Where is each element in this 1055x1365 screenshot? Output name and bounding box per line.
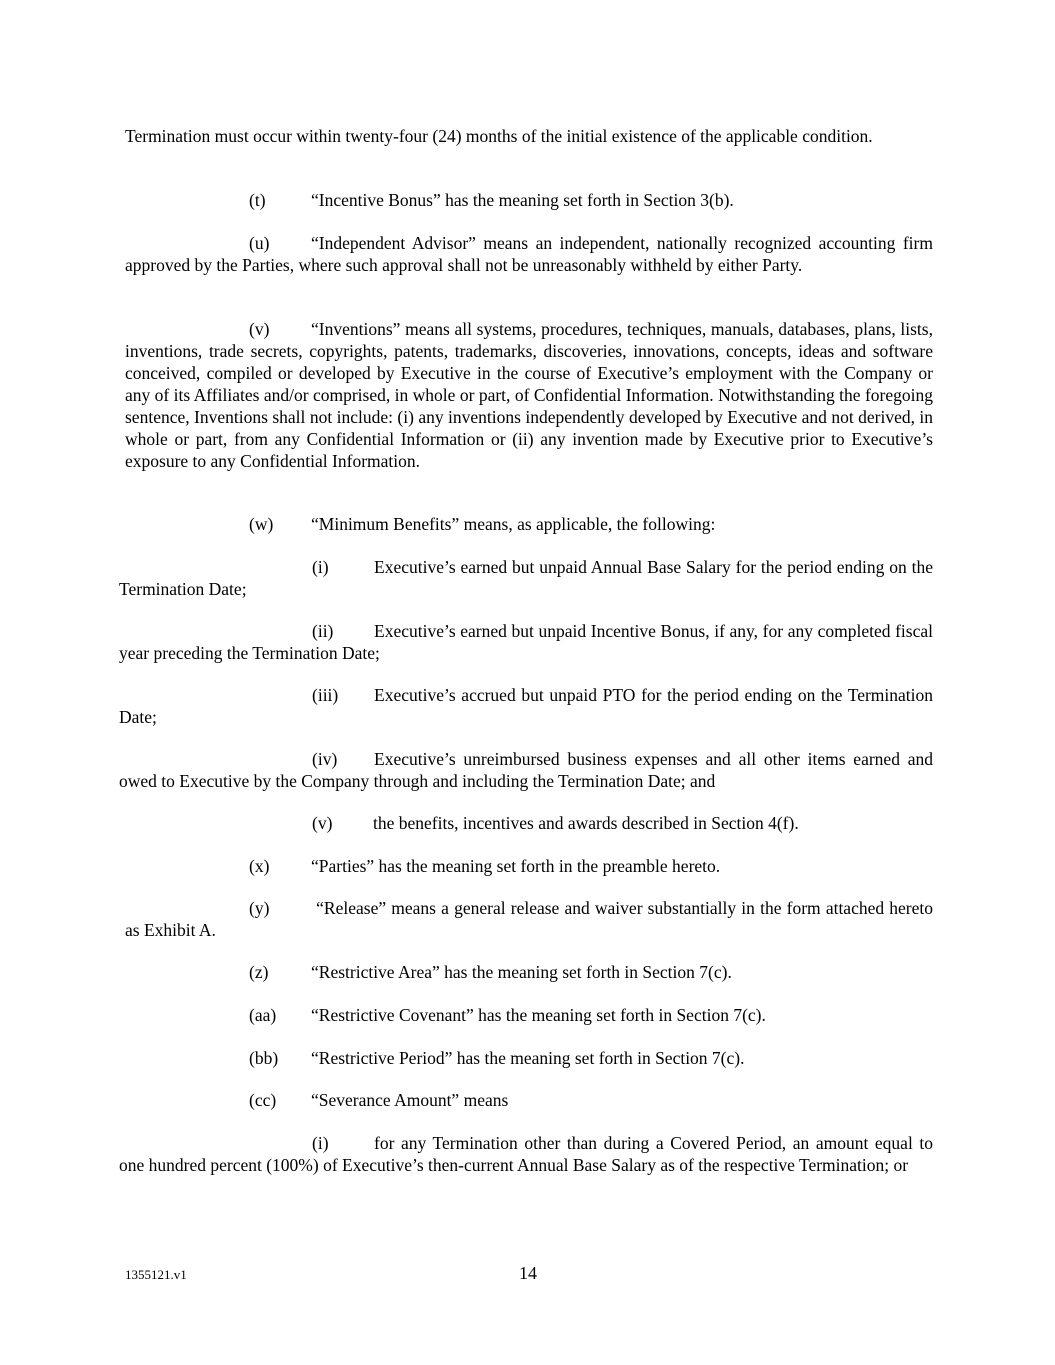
- list-item-w-iv: [119, 748, 933, 792]
- definition-label: (z): [249, 962, 269, 982]
- paragraph-intro: [125, 125, 933, 147]
- list-item-cc-i: [119, 1132, 933, 1176]
- definition-w: [249, 513, 715, 535]
- definition-label: (v): [249, 319, 270, 339]
- footer-document-id: 1355121.v1: [125, 1267, 187, 1282]
- definition-text: “Independent Advisor” means an independent, nationally recognized accounting firm approved by the Parties, where such approval shall not be unreasonably withheld by either Party.: [125, 233, 933, 275]
- definition-text: “Incentive Bonus” has the meaning set forth in Section 3(b).: [311, 190, 734, 210]
- definition-label: (y): [249, 898, 270, 918]
- definition-label: (x): [249, 856, 270, 876]
- definition-aa: [249, 1004, 766, 1026]
- definition-text: “Minimum Benefits” means, as applicable, the following:: [311, 514, 716, 534]
- list-item-text: Executive’s unreimbursed business expenses and all other items earned and owed to Executive by the Company through and including the Termination Date; and: [119, 749, 933, 791]
- paragraph-text: Termination must occur within twenty-four (24) months of the initial existence of the applicable condition.: [125, 126, 873, 146]
- definition-text: “Restrictive Period” has the meaning set forth in Section 7(c).: [311, 1048, 745, 1068]
- definition-text: “Restrictive Area” has the meaning set forth in Section 7(c).: [311, 962, 732, 982]
- definition-text: “Inventions” means all systems, procedures, techniques, manuals, databases, plans, lists, inventions, trade secrets, copyrights, patents, trademarks, discoveries, innovations, concepts, ideas and software conceived, compiled or developed by Executive in the course of Executive’s employment with the Company or any of its Affiliates and/or comprised, in whole or part, of Confidential Information. Notwithstanding the foregoing sentence, Inventions shall not include: (i) any inventions independently developed by Executive and not derived, in whole or part, from any Confidential Information or (ii) any invention made by Executive prior to Executive’s exposure to any Confidential Information.: [125, 319, 933, 471]
- definition-z: [249, 961, 732, 983]
- definition-text: “Parties” has the meaning set forth in the preamble hereto.: [311, 856, 721, 876]
- definition-cc: [249, 1089, 508, 1111]
- definition-t: [249, 189, 734, 211]
- definition-x: [249, 855, 720, 877]
- list-item-label: (ii): [312, 621, 334, 641]
- list-item-label: (i): [312, 1133, 329, 1153]
- definition-label: (t): [249, 190, 266, 210]
- list-item-w-ii: [119, 620, 933, 664]
- definition-bb: [249, 1047, 744, 1069]
- definition-label: (bb): [249, 1048, 279, 1068]
- list-item-label: (iv): [312, 749, 338, 769]
- definition-text: “Severance Amount” means: [311, 1090, 509, 1110]
- definition-label: (aa): [249, 1005, 277, 1025]
- definition-v: [125, 318, 933, 472]
- list-item-text: for any Termination other than during a Covered Period, an amount equal to one hundred percent (100%) of Executive’s then-current Annual Base Salary as of the respective Termination; or: [119, 1133, 933, 1175]
- list-item-text: Executive’s earned but unpaid Annual Base Salary for the period ending on the Termination Date;: [119, 557, 933, 599]
- list-item-label: (iii): [312, 685, 339, 705]
- list-item-label: (v): [312, 813, 333, 833]
- footer-page-number: 14: [519, 1263, 537, 1283]
- list-item-w-iii: [119, 684, 933, 728]
- list-item-text: the benefits, incentives and awards described in Section 4(f).: [373, 813, 799, 833]
- list-item-w-i: [119, 556, 933, 600]
- list-item-label: (i): [312, 557, 329, 577]
- list-item-text: Executive’s earned but unpaid Incentive Bonus, if any, for any completed fiscal year preceding the Termination Date;: [119, 621, 933, 663]
- list-item-w-v: [312, 812, 799, 834]
- definition-text: “Restrictive Covenant” has the meaning set forth in Section 7(c).: [311, 1005, 766, 1025]
- definition-label: (cc): [249, 1090, 277, 1110]
- definition-text: “Release” means a general release and waiver substantially in the form attached hereto as Exhibit A.: [125, 898, 933, 940]
- list-item-text: Executive’s accrued but unpaid PTO for the period ending on the Termination Date;: [119, 685, 933, 727]
- definition-u: [125, 232, 933, 276]
- definition-label: (w): [249, 514, 274, 534]
- definition-label: (u): [249, 233, 270, 253]
- definition-y: [125, 897, 933, 941]
